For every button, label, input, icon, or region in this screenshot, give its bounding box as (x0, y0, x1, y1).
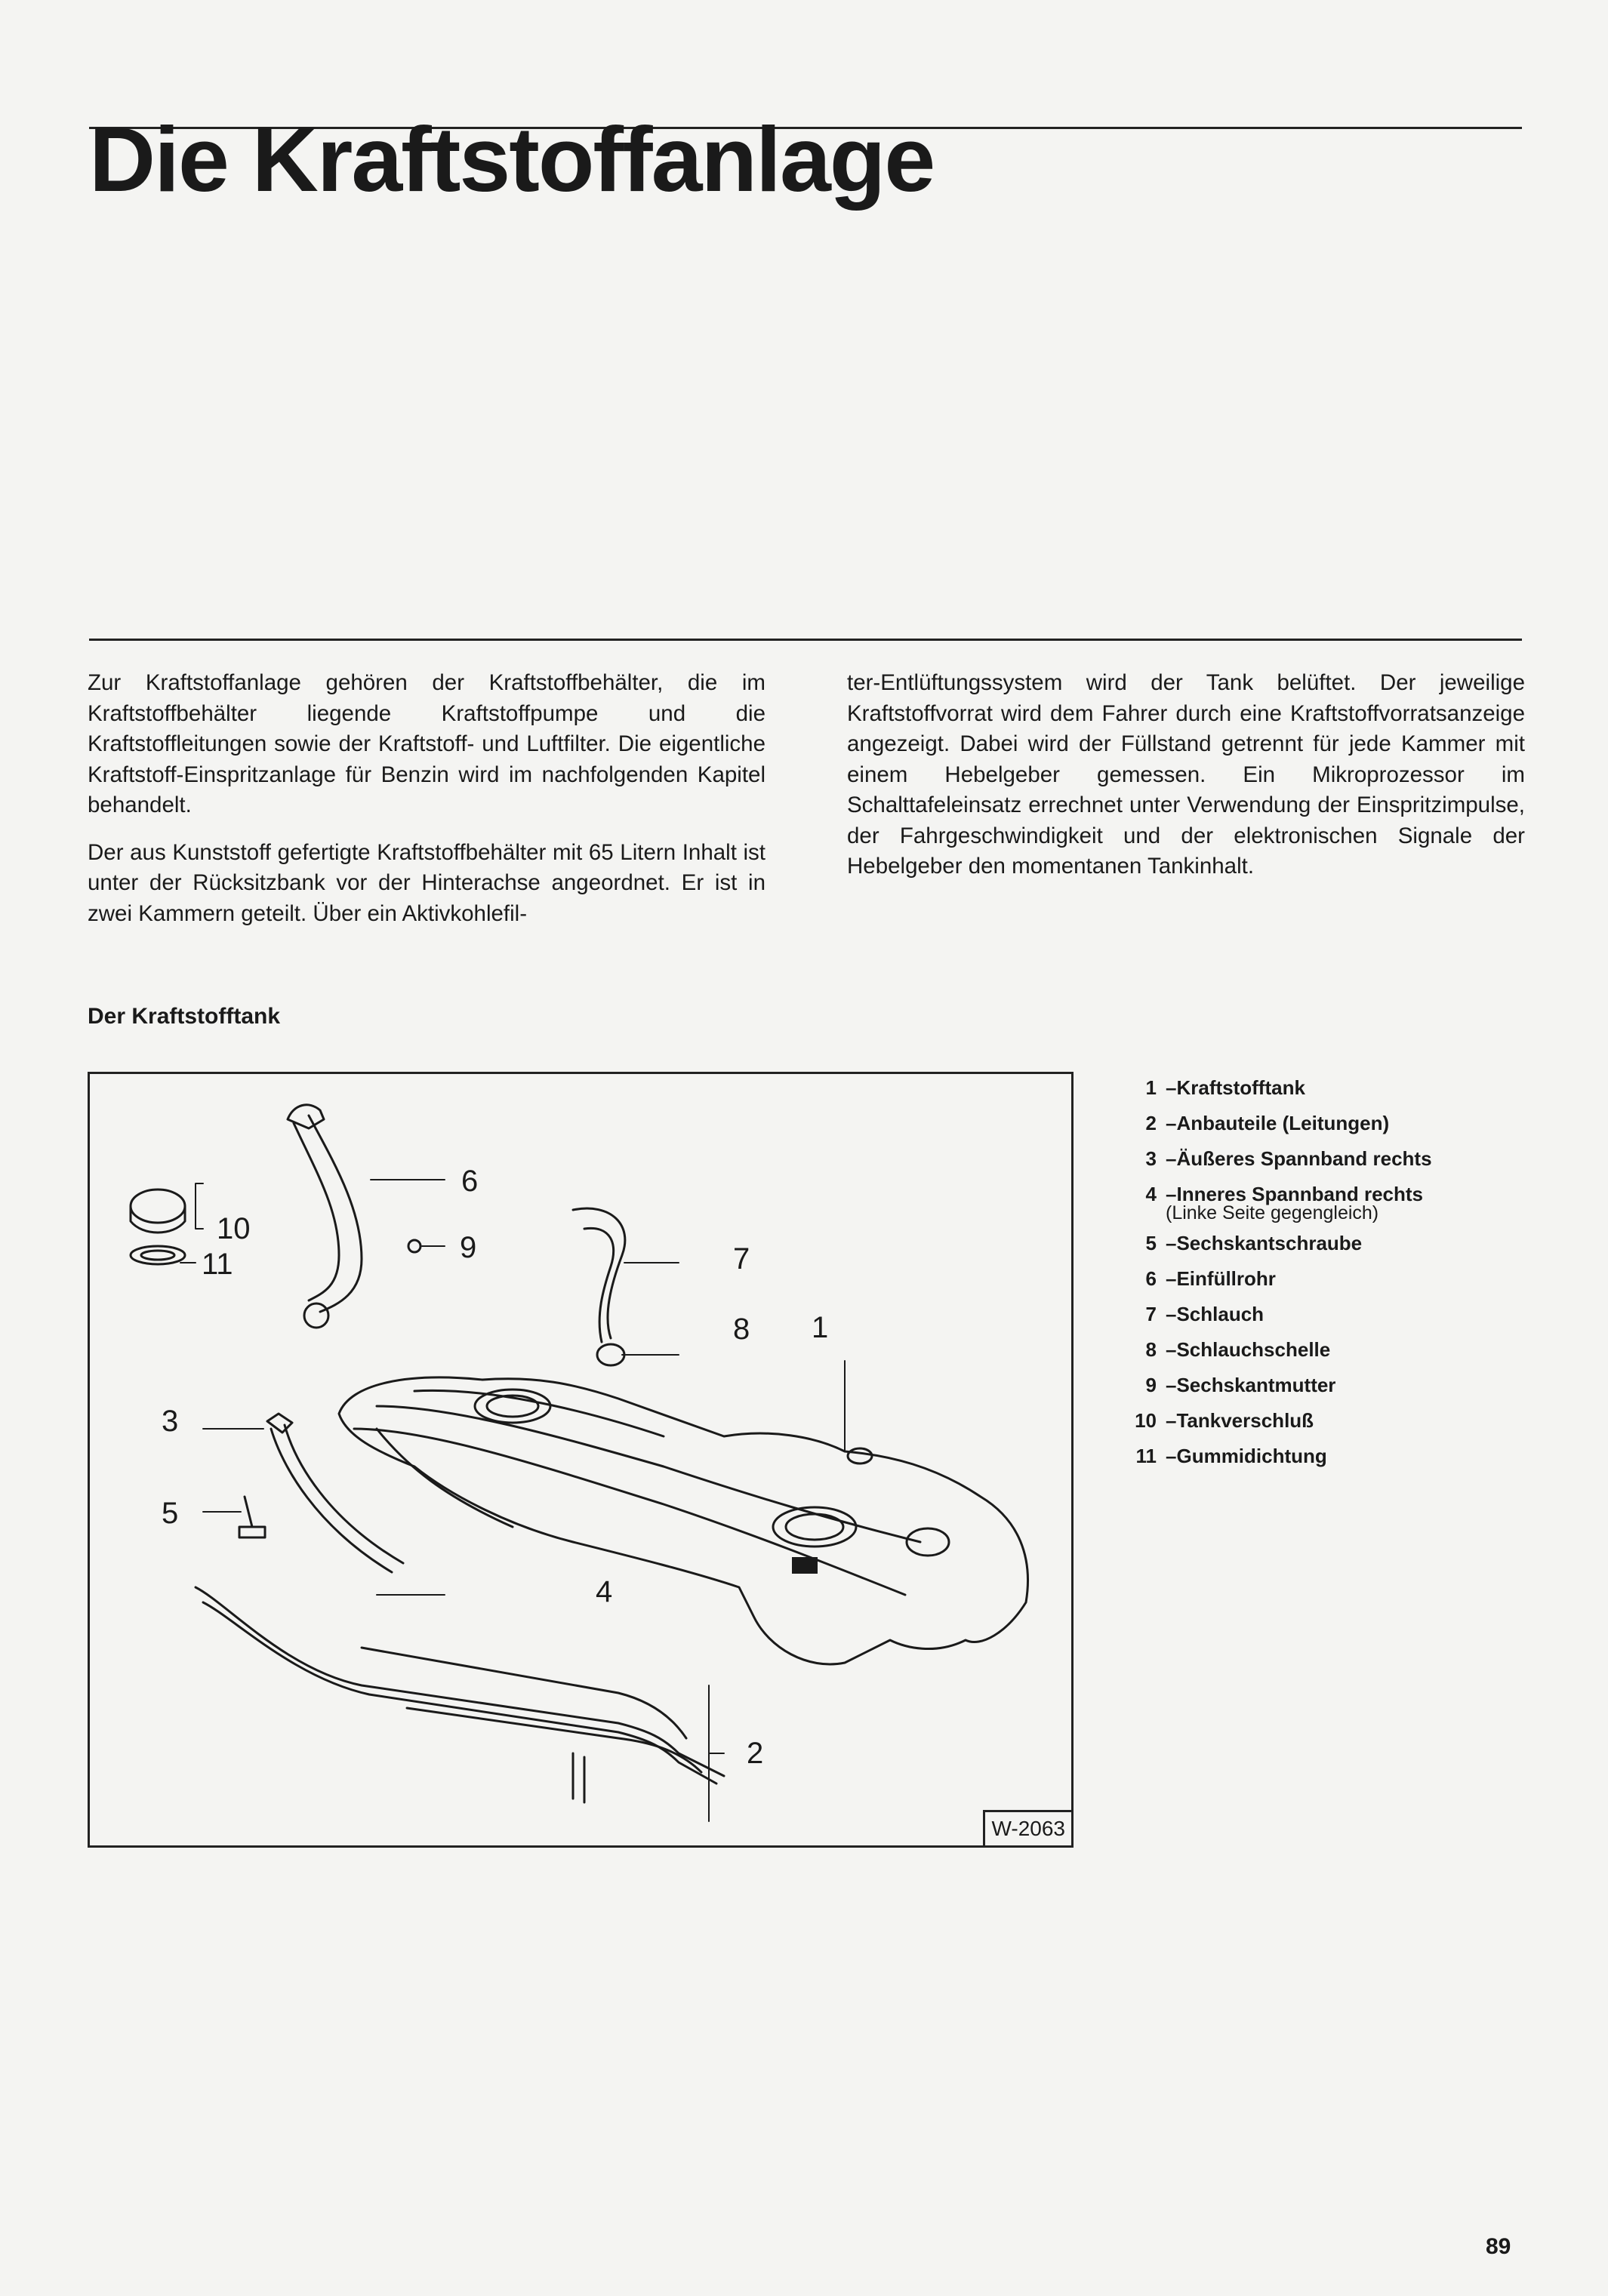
filler-pipe (309, 1116, 362, 1312)
callout-2: 2 (747, 1737, 764, 1770)
text-column-left (88, 668, 765, 946)
legend-item: 6 – Einfüllrohr (1145, 1267, 1276, 1290)
callout-7: 7 (733, 1242, 750, 1276)
paragraph: Zur Kraftstoffanlage gehören der Kraftstoffbehälter, die im Kraftstoffbehälter liegende Kraftstoffpumpe und die Kraftstoffleitungen sowie der Kraftstoff- und Luftfilter. Die eigentliche Kraftstoff-Einspritzanlage für Benzin wird im nachfolgenden Kapitel behandelt. (88, 670, 765, 817)
tank-cap (131, 1190, 185, 1223)
tank-port (848, 1448, 872, 1463)
legend-item: 4 – Inneres Spannband rechts (1145, 1183, 1423, 1205)
fuel-line (196, 1587, 724, 1776)
callout-11: 11 (202, 1248, 233, 1281)
figure-legend (1125, 1070, 1432, 1474)
nut (408, 1240, 420, 1252)
section-rule (89, 639, 1522, 641)
tank-body (339, 1377, 1028, 1664)
fuel-line (407, 1708, 701, 1772)
legend-item: 2 – Anbauteile (Leitungen) (1145, 1112, 1390, 1134)
pump-opening (786, 1514, 843, 1540)
tank-port (907, 1528, 949, 1556)
fuel-tank-drawing (90, 1074, 1071, 1845)
fuel-line (573, 1753, 584, 1802)
seal-ring (131, 1246, 185, 1264)
callout-9: 9 (460, 1231, 477, 1264)
legend-note: (Linke Seite gegengleich) (1166, 1202, 1379, 1223)
callout-6: 6 (461, 1165, 479, 1198)
hex-bolt (239, 1497, 265, 1537)
leader-line (709, 1685, 724, 1821)
seal-ring (141, 1251, 174, 1260)
callout-10: 10 (217, 1212, 251, 1245)
text-column-right (847, 668, 1525, 899)
leader-line (196, 1183, 203, 1229)
tank-ridge (377, 1406, 920, 1542)
callout-8: 8 (733, 1313, 750, 1346)
paragraph: ter-Entlüftungssystem wird der Tank belüftet. Der jeweilige Kraftstoffvorrat wird dem Fahrer durch eine Kraftstoffvorratsanzeige angezeigt. Dabei wird der Füllstand getrennt für jede Kammer mit einem Hebelgeber gemessen. Ein Mikroprozessor im Schalttafeleinsatz errechnet unter Verwendung der Einspritzimpulse, der Fahrgeschwindigkeit und der elektronischen Signale der Hebelgeber den momentanen Tankinhalt. (847, 670, 1525, 879)
legend-item: 1 – Kraftstofftank (1145, 1076, 1305, 1099)
page-title: Die Kraftstoffanlage (89, 108, 935, 211)
connector-block (792, 1557, 818, 1574)
legend-item: 7 – Schlauch (1145, 1303, 1265, 1325)
callout-3: 3 (162, 1405, 179, 1438)
callout-4: 4 (596, 1575, 613, 1608)
legend-item: 5 – Sechskantschraube (1145, 1232, 1363, 1254)
fuel-line (203, 1602, 716, 1784)
hose-clamp (597, 1344, 624, 1365)
figure-code: W-2063 (983, 1810, 1071, 1845)
callout-1: 1 (812, 1311, 829, 1344)
legend-item: 9 – Sechskantmutter (1145, 1374, 1336, 1396)
paragraph: Der aus Kunststoff gefertigte Kraftstoffbehälter mit 65 Litern Inhalt ist unter der Rücksitzbank vor der Hinterachse angeordnet. Er ist in zwei Kammern geteilt. Über ein Aktivkohlefil- (88, 839, 765, 926)
legend-item: 8 – Schlauchschelle (1145, 1338, 1331, 1361)
legend-item: 3 – Äußeres Spannband rechts (1145, 1147, 1432, 1170)
fuel-tank-diagram (88, 1072, 1074, 1848)
tank-cap (131, 1206, 185, 1233)
page-number: 89 (1486, 2234, 1511, 2259)
outer-strap (271, 1429, 392, 1572)
filler-pipe-end (304, 1303, 328, 1328)
filler-pipe (294, 1123, 339, 1300)
callout-5: 5 (162, 1497, 179, 1530)
tank-ridge (354, 1429, 905, 1595)
outer-strap (285, 1425, 403, 1563)
figure-caption: Der Kraftstofftank (88, 1004, 281, 1029)
filler-head (288, 1105, 324, 1128)
legend-item: 11 – Gummidichtung (1135, 1445, 1327, 1467)
legend-item: 10 – Tankverschluß (1135, 1409, 1314, 1432)
